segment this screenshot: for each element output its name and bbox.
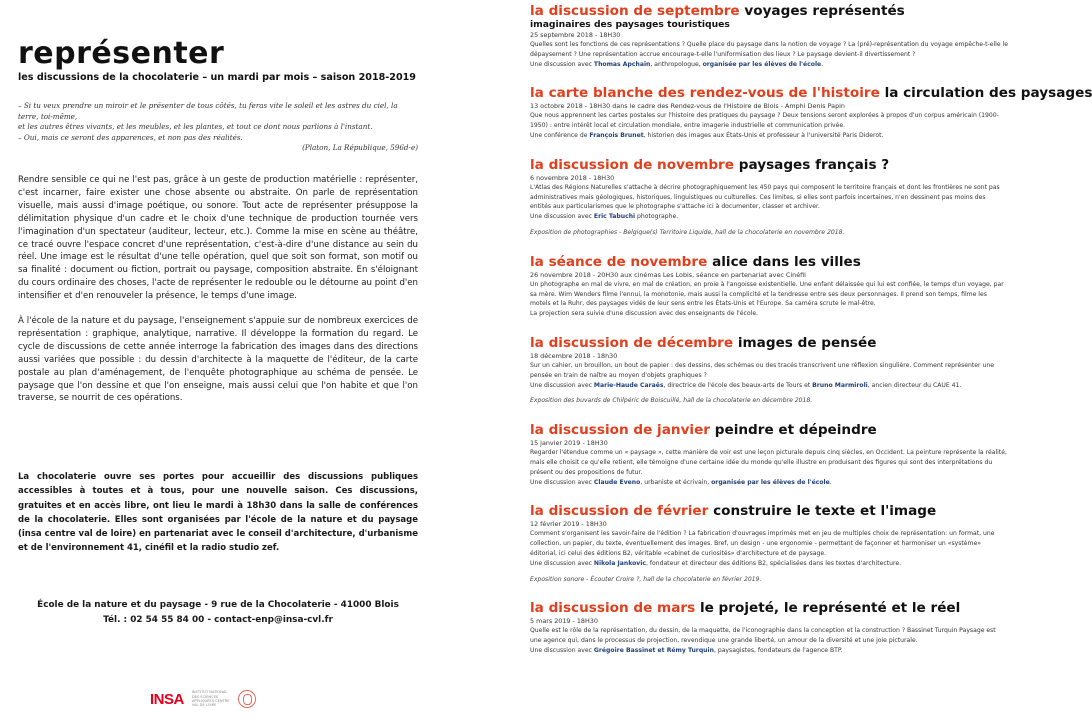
speaker-name: Nikola Jankovic — [593, 559, 646, 567]
event-date: 5 mars 2019 - 18H30 — [530, 617, 598, 626]
page-title: représenter — [18, 36, 225, 71]
speaker-prefix: La projection sera suivie d'une discussion avec des enseignants de l'école. — [530, 310, 759, 318]
address-block — [18, 598, 418, 628]
event-lead: la discussion de février — [530, 503, 709, 520]
event-text: Que nous apprennent les cartes postales sur l'histoire des pratiques du paysage ? Deux tensions seront explorées à propos d'un corpus américain (1900-1950) : entre intérêt local et circulation mondiale, entre imagerie industrielle et communication privée. — [530, 112, 999, 130]
intro-paragraph: À l'école de la nature et du paysage, l'enseignement s'appuie sur de nombreux exercices de représentation : graphique, analytique, narrative. Il développe la formation du regard. Le cycle de discussions de cette année interroge la fabrication des images dans des directions aussi variées que possible : du dessin d'architecte à la maquette de l'éditeur, de la carte postale au plan d'aménagement, de l'enquête photographique au schéma de pensée. Le paysage que l'on dessine et que l'on enseigne, mais aussi celui que l'on habite et que l'on traverse, se nourrit de ces opérations. — [18, 316, 418, 404]
event-date: 18 décembre 2018 - 18h30 — [530, 351, 618, 360]
event-text: Sur un cahier, un brouillon, un bout de papier : des dessins, des schémas ou des tracés transcrivent une réflexion singulière. Comment représenter une pensée en train de naître au moyen d'objets graphiques ? — [530, 361, 994, 379]
quote-line: – Oui, mais ce seront des apparences, et non pas des réalités. — [18, 132, 243, 142]
speaker-info: photographe. — [635, 213, 679, 221]
left-column — [18, 38, 418, 417]
speaker-name: Thomas Apchain — [593, 60, 651, 68]
intro-paragraph: Rendre sensible ce qui ne l'est pas, grâce à un geste de production matérielle : représenter, c'est incarner, faire exister une chose absente ou abstraite. On parle de représentation visuelle, mais aussi d'image poétique, ou sonore. Tout acte de représenter présuppose la délimitation physique d'un cadre et le choix d'une technique de production tournée vers l'imagination d'un spectateur (auditeur, lecteur, etc.). Comme la mise en scène au théâtre, ce tracé ouvre l'espace concret d'une représentation, c'est-à-dire d'une distance au sein du réel. Une image est le résultat d'une telle opération, quel que soit son format, son motif ou sa finalité : document ou fiction, portrait ou paysage, composition abstraite. En s'éloignant du cours ordinaire des choses, l'acte de représenter le redouble ou le détourne au point d'en intensifier et d'en renouveler la présence, le temps d'une image. — [18, 174, 418, 302]
event-entry — [530, 601, 1008, 655]
event-date: 25 septembre 2018 - 18H30 — [530, 31, 621, 39]
event-text: Un photographe en mal de vivre, en mal de création, en proie à l'angoisse existentielle. Une enfant délaissée qui lui est confiée, le temps d'un voyage, par sa mère. Wim Wenders filme l'ennui, la monotonie, mais aussi la complicité et la tendresse entre ses deux personnages. Il prend son temps, filme les motels et la Ruhr, des paysages vidés de leur sens entre les États-Unis et l'Europe. Sa caméra scrute le mal-être. — [530, 280, 1004, 308]
event-entry — [530, 4, 1008, 69]
event-speaker-line — [530, 478, 1008, 488]
event-description — [530, 280, 1008, 319]
event-date: 26 novembre 2018 - 20H30 aux cinémas Les Lobis, séance en partenariat avec Cinéfil — [530, 270, 806, 279]
event-topic: voyages représentés — [744, 3, 905, 19]
speaker-prefix: Une conférence de — [530, 131, 590, 139]
speaker-info: , paysagistes, fondateurs de l'agence BTP. — [713, 646, 843, 654]
speaker-extra: Bruno Marmiroli — [812, 381, 868, 389]
insa-logo-subtitle: INSTITUT NATIONAL DES SCIENCES APPLIQUÉES CENTRE VAL DE LOIRE — [191, 690, 230, 708]
events-column — [530, 3, 1092, 673]
event-description — [530, 111, 1008, 140]
event-entry — [530, 85, 1092, 140]
event-entry — [530, 504, 1008, 584]
event-entry — [530, 255, 1008, 319]
speaker-prefix: Une discussion avec — [530, 646, 594, 654]
event-date: 6 novembre 2018 - 18H30 — [530, 173, 615, 182]
logos — [150, 690, 256, 708]
event-lead: la discussion de novembre — [530, 156, 734, 173]
event-date: 12 février 2019 - 18H30 — [530, 520, 607, 529]
event-text: Quelles sont les fonctions de ces représentations ? Quelle place du paysage dans la notion de voyage ? La (pré)-représentation du voyage empêche-t-elle le dépaysement ? Une représentation accrue encourage-t-elle l'uniformisation des lieux ? Le paysage devient-il divertissement ? — [530, 41, 1009, 58]
event-date: 13 octobre 2018 - 18H30 dans le cadre des Rendez-vous de l'Histoire de Blois - Amphi Denis Papin — [530, 102, 845, 111]
event-heading — [530, 504, 1008, 519]
event-heading — [530, 85, 1092, 102]
event-heading — [530, 158, 1008, 173]
event-date: 15 janvier 2019 - 18H30 — [530, 439, 608, 448]
speaker-end: . — [821, 60, 824, 68]
event-text: Regarder l'étendue comme un « paysage », cette manière de voir est une leçon picturale depuis cinq siècles, en Occident. La peinture représente la réalité, mais elle choisit ce qu'elle retient, elle témoigne d'une certaine idée du monde qu'elle illustre en produisant des figures qui sont des interprétations du présent ou des propositions de futur. — [530, 449, 1007, 476]
event-lead: la carte blanche des rendez-vous de l'histoire — [530, 85, 880, 102]
event-topic: le projeté, le représenté et le réel — [699, 600, 961, 617]
event-description — [530, 183, 1008, 222]
event-topic: alice dans les villes — [712, 253, 861, 270]
contact-line: Tél. : 02 54 55 84 00 - contact-enp@insa-cvl.fr — [103, 615, 333, 625]
speaker-info: , anthropologue, — [650, 60, 703, 68]
speaker-info: , historien des images aux États-Unis et professeur à l'université Paris Diderot. — [643, 131, 884, 139]
quote-line: – Si tu veux prendre un miroir et le présenter de tous côtés, tu feras vite le soleil et les astres du ciel, la terre, toi-même, — [18, 101, 398, 121]
event-text: L'Atlas des Régions Naturelles s'attache à décrire photographiquement les 450 pays qui composent le territoire français et dont les frontières ne sont pas administratives mais géologiques, historiques, linguistiques ou culturelles. Ces limites, si elles sont parfois incertaines, n'en dessinent pas moins des entités aux particularismes que le photographe s'attache ici à documenter, classer et archiver. — [530, 183, 1000, 211]
speaker-end: , ancien directeur du CAUE 41. — [867, 381, 962, 389]
event-heading — [530, 255, 1008, 270]
event-topic: peindre et dépeindre — [714, 422, 877, 439]
event-speaker-line — [530, 212, 1008, 222]
event-text: Comment s'organisent les savoir-faire de l'édition ? La fabrication d'ouvrages imprimés met en jeu de multiples choix de représentation: un format, une collection, un papier, du texte, éventuellement des images. Bref, un design - une ergonomie - permettant de façonner et harmoniser un «système» éditorial, ici celui des éditions B2, véritable «cabinet de curiosités» d'architecture et de paysage. — [530, 530, 995, 557]
speaker-name: Grégoire Bassinet et Rémy Turquin — [593, 646, 714, 654]
event-lead: la séance de novembre — [530, 253, 708, 270]
event-lead: la discussion de janvier — [530, 422, 711, 439]
event-heading — [530, 423, 1008, 438]
event-heading — [530, 336, 1008, 351]
speaker-name: François Brunet — [589, 131, 644, 139]
speaker-prefix: Une discussion avec — [530, 213, 594, 221]
speaker-name: Claude Eveno — [593, 478, 641, 486]
speaker-info: , fondateur et directeur des éditions B2, spécialisées dans les textes d'architecture. — [645, 559, 902, 567]
event-speaker-line — [530, 646, 1008, 656]
event-lead: la discussion de mars — [530, 600, 696, 617]
event-exhibition-note: Exposition sonore - Écouter Croire ?, hall de la chocolaterie en février 2019. — [530, 575, 762, 583]
event-text: Quelle est le rôle de la représentation, du dessin, de la maquette, de l'iconographie dans la conception et la construction ? Bassinet Turquin Paysage est une agence qui, dans le processus de projection, revendique une grande liberté, un amour de la diversité et une joie picturale. — [530, 627, 996, 645]
event-entry — [530, 336, 1008, 406]
event-exhibition-note: Exposition de photographies - Belgique(s) Territoire Liquide, hall de la chocolaterie en novembre 2018. — [530, 228, 845, 236]
event-entry — [530, 423, 1008, 487]
event-speaker-line — [530, 559, 1008, 569]
insa-logo: INSA — [150, 690, 184, 708]
event-description — [530, 40, 1008, 69]
event-entry — [530, 158, 1008, 238]
page-subtitle: les discussions de la chocolaterie – un mardi par mois – saison 2018-2019 — [18, 72, 416, 83]
event-description — [530, 626, 1008, 655]
speaker-info: , urbaniste et écrivain, — [640, 478, 712, 486]
event-speaker-line — [530, 381, 1008, 391]
event-speaker-line — [530, 60, 1008, 70]
quote-line: et les autres êtres vivants, et les meubles, et les plantes, et tout ce dont nous parlions à l'instant. — [18, 122, 373, 132]
speaker-info: , directrice de l'école des beaux-arts de Tours et — [663, 381, 813, 389]
opening-announcement: La chocolaterie ouvre ses portes pour accueillir des discussions publiques accessibles à toutes et à tous, pour une nouvelle saison. Ces discussions, gratuites et en accès libre, ont lieu le mardi à 18h30 dans la salle de conférences de la chocolaterie. Elles sont organisées par l'école de la nature et du paysage (insa centre val de loire) en partenariat avec le conseil d'architecture, d'urbanisme et de l'environnement 41, cinéfil et la radio studio zef. — [18, 472, 418, 554]
speaker-extra: organisée par les élèves de l'école — [702, 60, 822, 68]
speaker-prefix: Une discussion avec — [530, 478, 594, 486]
speaker-prefix: Une discussion avec — [530, 60, 594, 68]
event-topic: images de pensée — [737, 334, 877, 351]
event-speaker-line — [530, 309, 1008, 319]
event-topic: construire le texte et l'image — [713, 503, 937, 520]
seal-icon — [238, 690, 256, 708]
event-heading — [530, 4, 1008, 19]
event-description — [530, 361, 1008, 390]
event-topic: la circulation des paysages — [884, 85, 1092, 102]
speaker-end: . — [829, 478, 832, 486]
speaker-prefix: Une discussion avec — [530, 381, 594, 389]
speaker-prefix: Une discussion avec — [530, 559, 594, 567]
event-exhibition-note: Exposition des buvards de Chilpéric de Boiscuillé, hall de la chocolaterie en décembre 2018. — [530, 397, 813, 405]
intro-text — [18, 174, 418, 405]
event-lead: la discussion de décembre — [530, 334, 734, 351]
speaker-name: Marie-Haude Caraës — [593, 381, 664, 389]
event-heading — [530, 601, 1008, 616]
event-subheading: imaginaires des paysages touristiques — [530, 19, 730, 30]
quote-block — [18, 101, 418, 154]
event-description — [530, 529, 1008, 568]
speaker-extra: organisée par les élèves de l'école — [711, 478, 830, 486]
event-speaker-line — [530, 131, 1008, 141]
quote-source: (Platon, La République, 596d-e) — [302, 143, 418, 153]
event-description — [530, 448, 1008, 487]
event-lead: la discussion de septembre — [530, 3, 740, 19]
address-line: École de la nature et du paysage - 9 rue de la Chocolaterie - 41000 Blois — [37, 600, 399, 610]
speaker-name: Eric Tabuchi — [593, 213, 636, 221]
event-topic: paysages français ? — [738, 156, 890, 173]
